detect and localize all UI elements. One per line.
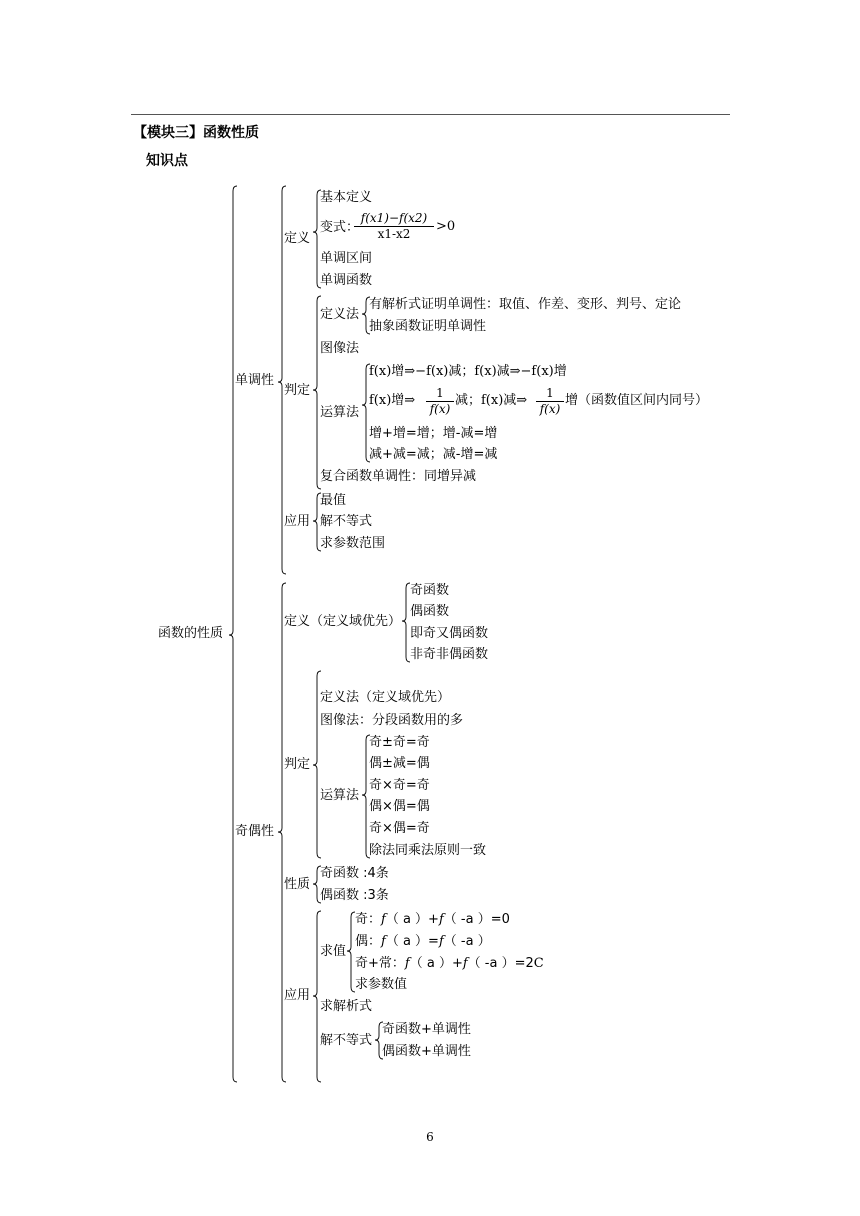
brace-parity-apply <box>313 911 321 1082</box>
parity-def-item-2: 偶函数 <box>410 604 450 619</box>
mono-definition-label: 定义 <box>284 231 311 246</box>
header-rule <box>131 114 730 115</box>
mono-variant-suffix: >0 <box>436 219 456 234</box>
mono-apply-item-2: 解不等式 <box>320 514 373 529</box>
parity-def-item-3: 即奇又偶函数 <box>410 626 489 641</box>
parity-value-odd: 奇：f（ a ）+f（ -a ）=0 <box>355 912 510 927</box>
mono-apply-item-1: 最值 <box>320 493 347 508</box>
monotonic-label: 单调性 <box>235 373 275 388</box>
mono-function: 单调函数 <box>320 273 373 288</box>
brace-parity-ops <box>362 735 370 858</box>
frac-2-den: f(x) <box>539 402 561 416</box>
variant-numerator: f(x1)−f(x2) <box>354 211 434 227</box>
mono-ops-frac-2 <box>536 386 564 417</box>
mono-basic-definition: 基本定义 <box>320 190 373 205</box>
brace-parity-definition <box>402 583 410 662</box>
mono-variant-prefix: 变式： <box>320 220 360 235</box>
parity-inequality-label: 解不等式 <box>320 1033 373 1048</box>
parity-ops-item-6: 除法同乘法原则一致 <box>369 843 487 858</box>
brace-root <box>229 186 237 1082</box>
mono-def-method-label: 定义法 <box>320 307 360 322</box>
brace-parity <box>278 583 286 1082</box>
parity-analytic: 求解析式 <box>320 999 373 1014</box>
mono-interval: 单调区间 <box>320 251 373 266</box>
mono-ops-row-3: 增+增=增；增-减=增 <box>369 426 498 441</box>
parity-value-odd-constant: 奇+常：f（ a ）+f（ -a ）=2C <box>355 956 544 971</box>
mono-ops-row-2b: 减；f(x)减⇒ <box>455 393 528 408</box>
variant-denominator: x1-x2 <box>377 227 411 241</box>
parity-inequality-item-1: 奇函数+单调性 <box>382 1022 471 1037</box>
mono-variant-fraction <box>354 211 434 242</box>
root-label: 函数的性质 <box>158 626 224 641</box>
parity-definition-label: 定义（定义域优先） <box>284 614 402 629</box>
mono-apply-label: 应用 <box>284 514 311 529</box>
parity-ops-label: 运算法 <box>320 788 360 803</box>
parity-property-item-1: 奇函数 :4条 <box>320 866 389 881</box>
mono-ops-row-2c: 增（函数值区间内同号） <box>565 393 709 408</box>
mono-graph-method: 图像法 <box>320 341 360 356</box>
page-number: 6 <box>426 1130 434 1144</box>
mono-ops-row-4: 减+减=减；减-增=减 <box>369 447 498 462</box>
parity-property-label: 性质 <box>284 877 311 892</box>
brace-parity-value <box>347 912 355 992</box>
mono-def-method-item-1: 有解析式证明单调性：取值、作差、变形、判号、定论 <box>369 297 682 312</box>
parity-ops-item-3: 奇×奇=奇 <box>369 778 430 793</box>
parity-def-method: 定义法（定义域优先） <box>320 690 451 705</box>
mono-ops-frac-1 <box>426 386 454 417</box>
parity-inequality-item-2: 偶函数+单调性 <box>382 1044 471 1059</box>
parity-ops-item-5: 奇×偶=奇 <box>369 821 430 836</box>
mono-judge-label: 判定 <box>284 383 311 398</box>
mono-def-method-item-2: 抽象函数证明单调性 <box>369 319 487 334</box>
parity-apply-label: 应用 <box>284 988 311 1003</box>
parity-value-param: 求参数值 <box>355 977 408 992</box>
parity-graph-method: 图像法：分段函数用的多 <box>320 713 464 728</box>
frac-1-num: 1 <box>426 386 454 402</box>
parity-ops-item-2: 偶±减=偶 <box>369 756 430 771</box>
frac-1-den: f(x) <box>429 402 451 416</box>
module-title: 【模块三】函数性质 <box>133 125 259 141</box>
parity-judge-label: 判定 <box>284 757 311 772</box>
brace-mono-judge <box>313 296 321 489</box>
parity-def-item-1: 奇函数 <box>410 583 450 598</box>
parity-label: 奇偶性 <box>235 824 275 839</box>
mono-ops-row-2a: f(x)增⇒ <box>369 393 416 408</box>
mono-ops-row-1: f(x)增⇒−f(x)减；f(x)减⇒−f(x)增 <box>369 364 567 379</box>
frac-2-num: 1 <box>536 386 564 402</box>
parity-ops-item-4: 偶×偶=偶 <box>369 799 430 814</box>
knowledge-points-label: 知识点 <box>146 153 188 169</box>
parity-value-label: 求值 <box>320 944 347 959</box>
mono-composite: 复合函数单调性：同增异减 <box>320 469 477 484</box>
parity-def-item-4: 非奇非偶函数 <box>410 647 489 662</box>
mono-ops-label: 运算法 <box>320 405 360 420</box>
parity-ops-item-1: 奇±奇=奇 <box>369 735 430 750</box>
mono-apply-item-3: 求参数范围 <box>320 536 386 551</box>
parity-value-even: 偶：f（ a ）=f（ -a ） <box>355 934 491 949</box>
parity-property-item-2: 偶函数 :3条 <box>320 888 389 903</box>
